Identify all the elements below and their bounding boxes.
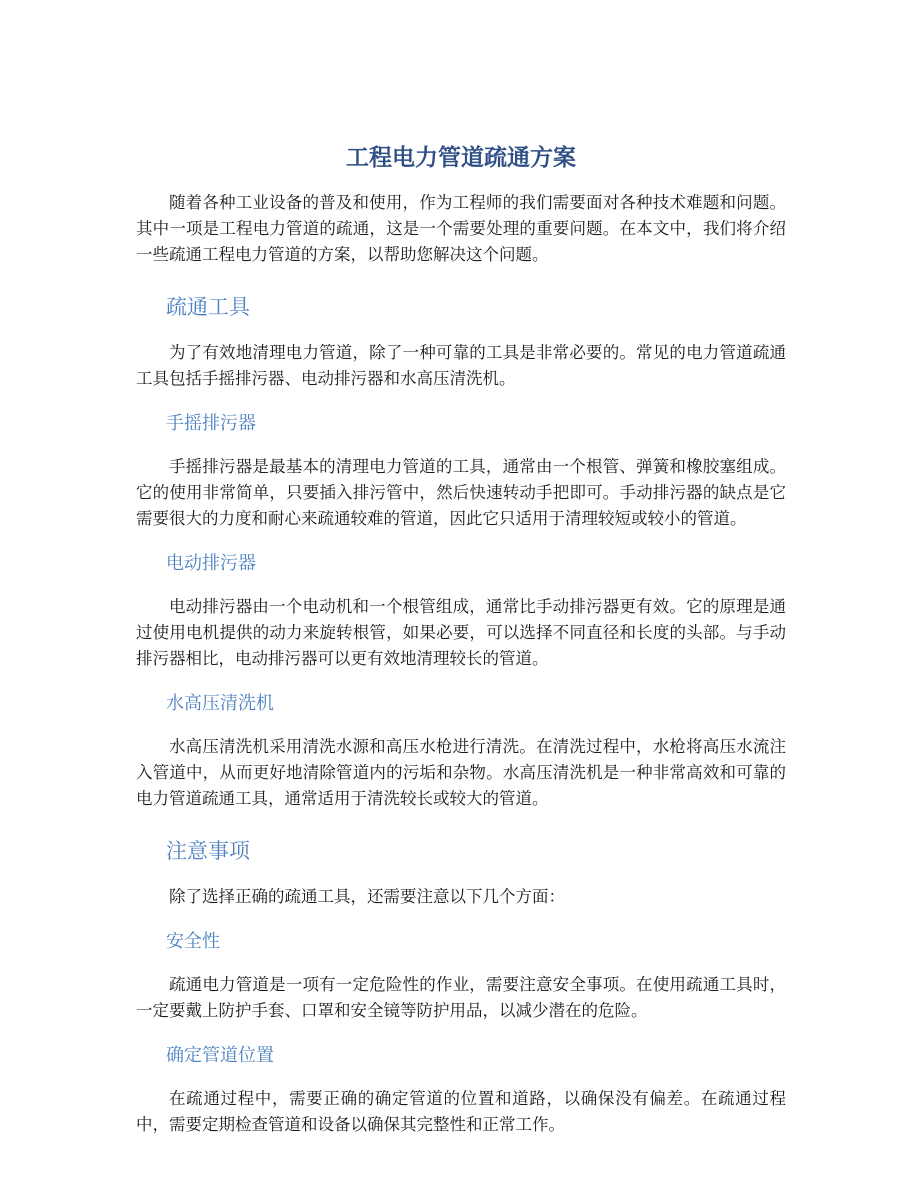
- intro-paragraph: 随着各种工业设备的普及和使用，作为工程师的我们需要面对各种技术难题和问题。其中一项是工程电力管道的疏通，这是一个需要处理的重要问题。在本文中，我们将介绍一些疏通工程电力管道的方案，以帮助您解决这个问题。: [136, 193, 786, 264]
- subsection-paragraph-safety: 疏通电力管道是一项有一定危险性的作业，需要注意安全事项。在使用疏通工具时，一定要戴上防护手套、口罩和安全镜等防护用品，以减少潜在的危险。: [136, 975, 786, 1020]
- document-title: 工程电力管道疏通方案: [346, 145, 576, 171]
- document-page: [136, 140, 786, 1138]
- section-heading-precautions: 注意事项: [166, 839, 250, 863]
- section-paragraph-tools: 为了有效地清理电力管道，除了一种可靠的工具是非常必要的。常见的电力管道疏通工具包括手摇排污器、电动排污器和水高压清洗机。: [136, 343, 786, 388]
- subsection-paragraph-electric-drain: 电动排污器由一个电动机和一个根管组成，通常比手动排污器更有效。它的原理是通过使用电机提供的动力来旋转根管，如果必要，可以选择不同直径和长度的头部。与手动排污器相比，电动排污器可以更有效地清理较长的管道。: [136, 597, 786, 668]
- subsection-paragraph-pressure-washer: 水高压清洗机采用清洗水源和高压水枪进行清洗。在清洗过程中，水枪将高压水流注入管道中，从而更好地清除管道内的污垢和杂物。水高压清洗机是一种非常高效和可靠的电力管道疏通工具，通常适用于清洗较长或较大的管道。: [136, 737, 786, 808]
- subsection-paragraph-hand-drain: 手摇排污器是最基本的清理电力管道的工具，通常由一个根管、弹簧和橡胶塞组成。它的使用非常简单，只要插入排污管中，然后快速转动手把即可。手动排污器的缺点是它需要很大的力度和耐心来疏通较难的管道，因此它只适用于清理较短或较小的管道。: [136, 457, 786, 528]
- subsection-heading-pipe-location: 确定管道位置: [166, 1045, 274, 1066]
- section-paragraph-precautions: 除了选择正确的疏通工具，还需要注意以下几个方面：: [169, 887, 565, 906]
- subsection-heading-pressure-washer: 水高压清洗机: [166, 693, 274, 714]
- section-heading-tools: 疏通工具: [166, 295, 250, 319]
- subsection-heading-safety: 安全性: [166, 931, 220, 952]
- subsection-heading-hand-drain: 手摇排污器: [166, 413, 256, 434]
- subsection-heading-electric-drain: 电动排污器: [166, 553, 256, 574]
- subsection-paragraph-pipe-location: 在疏通过程中，需要正确的确定管道的位置和道路，以确保没有偏差。在疏通过程中，需要定期检查管道和设备以确保其完整性和正常工作。: [136, 1089, 786, 1134]
